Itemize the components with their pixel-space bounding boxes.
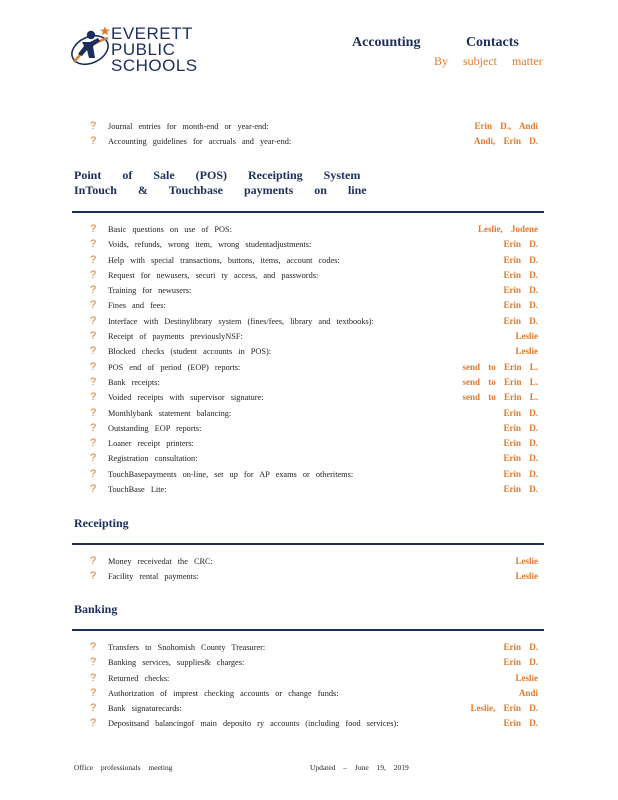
item-contact: Leslie bbox=[515, 571, 538, 582]
list-item bbox=[88, 298, 548, 313]
item-contact: Erin D. bbox=[503, 315, 538, 326]
question-icon: ? bbox=[90, 135, 97, 148]
item-text: Fines and fees: bbox=[108, 301, 166, 311]
question-icon: ? bbox=[90, 223, 97, 235]
question-icon: ? bbox=[90, 284, 97, 297]
item-text: TouchBase Lite: bbox=[108, 485, 167, 495]
item-text: Depositsand balancingof main deposito ry accounts (including food services): bbox=[108, 719, 399, 729]
logo-wordmark bbox=[111, 26, 198, 74]
list-item bbox=[88, 569, 548, 584]
question-icon: ? bbox=[90, 406, 97, 419]
item-contact: Leslie, Erin D. bbox=[470, 703, 538, 714]
item-contact: send to Erin L. bbox=[462, 376, 538, 387]
accounting-list bbox=[88, 119, 548, 150]
item-contact: Andi bbox=[518, 687, 538, 698]
item-contact: Erin D. bbox=[503, 657, 538, 668]
list-item bbox=[88, 701, 548, 716]
footer-left: Office professionals meeting bbox=[74, 763, 173, 772]
question-icon: ? bbox=[90, 238, 97, 251]
list-item bbox=[88, 421, 548, 436]
question-icon: ? bbox=[90, 452, 97, 465]
list-item bbox=[88, 686, 548, 701]
section-title-line: Point of Sale (POS) Receipting System bbox=[74, 168, 361, 182]
list-item bbox=[88, 222, 548, 237]
page-subtitle: By subject matter bbox=[434, 54, 543, 68]
item-contact: Erin D. bbox=[503, 468, 538, 479]
item-text: Returned checks: bbox=[108, 673, 170, 683]
question-icon: ? bbox=[90, 421, 97, 434]
item-text: Outstanding EOP reports: bbox=[108, 423, 202, 433]
list-item bbox=[88, 314, 548, 329]
question-icon: ? bbox=[90, 671, 97, 684]
item-text: Request for newusers, securi ty access, and passwords: bbox=[108, 270, 319, 280]
section-divider bbox=[72, 629, 544, 631]
pos-list bbox=[88, 222, 548, 497]
item-text: Registration consultation: bbox=[108, 454, 198, 464]
item-contact: Leslie bbox=[515, 346, 538, 357]
question-icon: ? bbox=[90, 555, 97, 567]
item-text: Loaner receipt printers: bbox=[108, 439, 194, 449]
list-item bbox=[88, 253, 548, 268]
question-icon: ? bbox=[90, 717, 97, 730]
list-item bbox=[88, 655, 548, 670]
list-item bbox=[88, 237, 548, 252]
item-text: Receipt of payments previouslyNSF: bbox=[108, 332, 243, 342]
list-item bbox=[88, 360, 548, 375]
item-text: Transfers to Snohomish County Treasurer: bbox=[108, 643, 266, 652]
item-contact: Leslie bbox=[515, 331, 538, 342]
item-contact: Erin D. bbox=[503, 254, 538, 265]
section-divider bbox=[72, 543, 544, 545]
item-text: Banking services, supplies& charges: bbox=[108, 658, 245, 668]
question-icon: ? bbox=[90, 268, 97, 281]
question-icon: ? bbox=[90, 686, 97, 699]
item-contact: Leslie bbox=[515, 672, 538, 683]
page-title: Accounting Contacts bbox=[352, 35, 519, 50]
list-item bbox=[88, 268, 548, 283]
question-icon: ? bbox=[90, 391, 97, 404]
item-contact: Erin D. bbox=[503, 422, 538, 433]
list-item bbox=[88, 716, 548, 731]
item-text: Money receivedat the CRC: bbox=[108, 557, 213, 566]
list-item bbox=[88, 436, 548, 451]
item-contact: Erin D. bbox=[503, 300, 538, 311]
item-text: TouchBasepayments on-line, set up for AP exams or otheritems: bbox=[108, 469, 354, 479]
list-item bbox=[88, 344, 548, 359]
item-contact: Erin D. bbox=[503, 484, 538, 495]
item-text: Help with special transactions, buttons, items, account codes: bbox=[108, 255, 340, 265]
question-icon: ? bbox=[90, 656, 97, 669]
logo-line-1: EVERETT bbox=[111, 24, 193, 43]
item-text: POS end of period (EOP) reports: bbox=[108, 362, 241, 372]
item-contact: send to Erin L. bbox=[462, 392, 538, 403]
logo-line-2: PUBLIC bbox=[111, 40, 176, 59]
list-item bbox=[88, 283, 548, 298]
item-contact: send to Erin L. bbox=[462, 361, 538, 372]
item-contact: Erin D. bbox=[503, 269, 538, 280]
list-item bbox=[88, 329, 548, 344]
logo-line-3: SCHOOLS bbox=[111, 56, 198, 75]
question-icon: ? bbox=[90, 330, 97, 343]
item-contact: Leslie, Jodene bbox=[478, 224, 538, 234]
item-text: Training for newusers: bbox=[108, 286, 192, 296]
section-title-banking: Banking bbox=[74, 602, 118, 616]
item-text: Bank receipts: bbox=[108, 377, 160, 387]
item-text: Basic questions on use of POS: bbox=[108, 225, 232, 234]
list-item bbox=[88, 451, 548, 466]
question-icon: ? bbox=[90, 253, 97, 266]
item-text: Voided receipts with supervisor signature: bbox=[108, 393, 264, 403]
section-title-pos bbox=[74, 168, 367, 198]
item-text: Accounting guidelines for accruals and year-end: bbox=[108, 137, 292, 147]
question-icon: ? bbox=[90, 360, 97, 373]
item-contact: Erin D. bbox=[503, 239, 538, 250]
question-icon: ? bbox=[90, 345, 97, 358]
section-title-line: InTouch & Touchbase payments on line bbox=[74, 183, 367, 197]
receipting-list bbox=[88, 554, 548, 585]
section-divider bbox=[72, 211, 544, 213]
list-item bbox=[88, 671, 548, 686]
item-text: Facility rental payments: bbox=[108, 572, 199, 582]
item-contact: Andi, Erin D. bbox=[473, 136, 538, 147]
banking-list bbox=[88, 640, 548, 732]
question-icon: ? bbox=[90, 702, 97, 715]
section-title-receipting: Receipting bbox=[74, 516, 129, 530]
question-icon: ? bbox=[90, 120, 97, 132]
list-item bbox=[88, 640, 548, 655]
item-contact: Erin D. bbox=[503, 438, 538, 449]
item-contact: Erin D. bbox=[503, 642, 538, 652]
item-text: Blocked checks (student accounts in POS): bbox=[108, 347, 272, 357]
item-text: Interface with Destinylibrary system (fines/fees, library and textbooks): bbox=[108, 316, 374, 326]
item-text: Voids, refunds, wrong item, wrong studentadjustments: bbox=[108, 240, 312, 250]
list-item bbox=[88, 375, 548, 390]
question-icon: ? bbox=[90, 437, 97, 450]
list-item bbox=[88, 482, 548, 497]
question-icon: ? bbox=[90, 483, 97, 496]
item-text: Authorization of imprest checking accounts or change funds: bbox=[108, 688, 339, 698]
list-item bbox=[88, 119, 548, 134]
item-contact: Erin D. bbox=[503, 718, 538, 729]
question-icon: ? bbox=[90, 570, 97, 583]
item-contact: Leslie bbox=[515, 556, 538, 566]
list-item bbox=[88, 406, 548, 421]
list-item bbox=[88, 390, 548, 405]
question-icon: ? bbox=[90, 467, 97, 480]
question-icon: ? bbox=[90, 314, 97, 327]
item-text: Monthlybank statement balancing: bbox=[108, 408, 232, 418]
footer-updated: Updated – June 19, 2019 bbox=[310, 763, 409, 772]
item-contact: Erin D. bbox=[503, 407, 538, 418]
item-contact: Erin D., Andi bbox=[474, 121, 538, 131]
question-icon: ? bbox=[90, 641, 97, 653]
list-item bbox=[88, 467, 548, 482]
item-text: Bank signaturecards: bbox=[108, 704, 182, 714]
item-contact: Erin D. bbox=[503, 285, 538, 296]
question-icon: ? bbox=[90, 375, 97, 388]
item-text: Journal entries for month-end or year-end: bbox=[108, 122, 269, 131]
list-item bbox=[88, 134, 548, 149]
list-item bbox=[88, 554, 548, 569]
item-contact: Erin D. bbox=[503, 453, 538, 464]
question-icon: ? bbox=[90, 299, 97, 312]
